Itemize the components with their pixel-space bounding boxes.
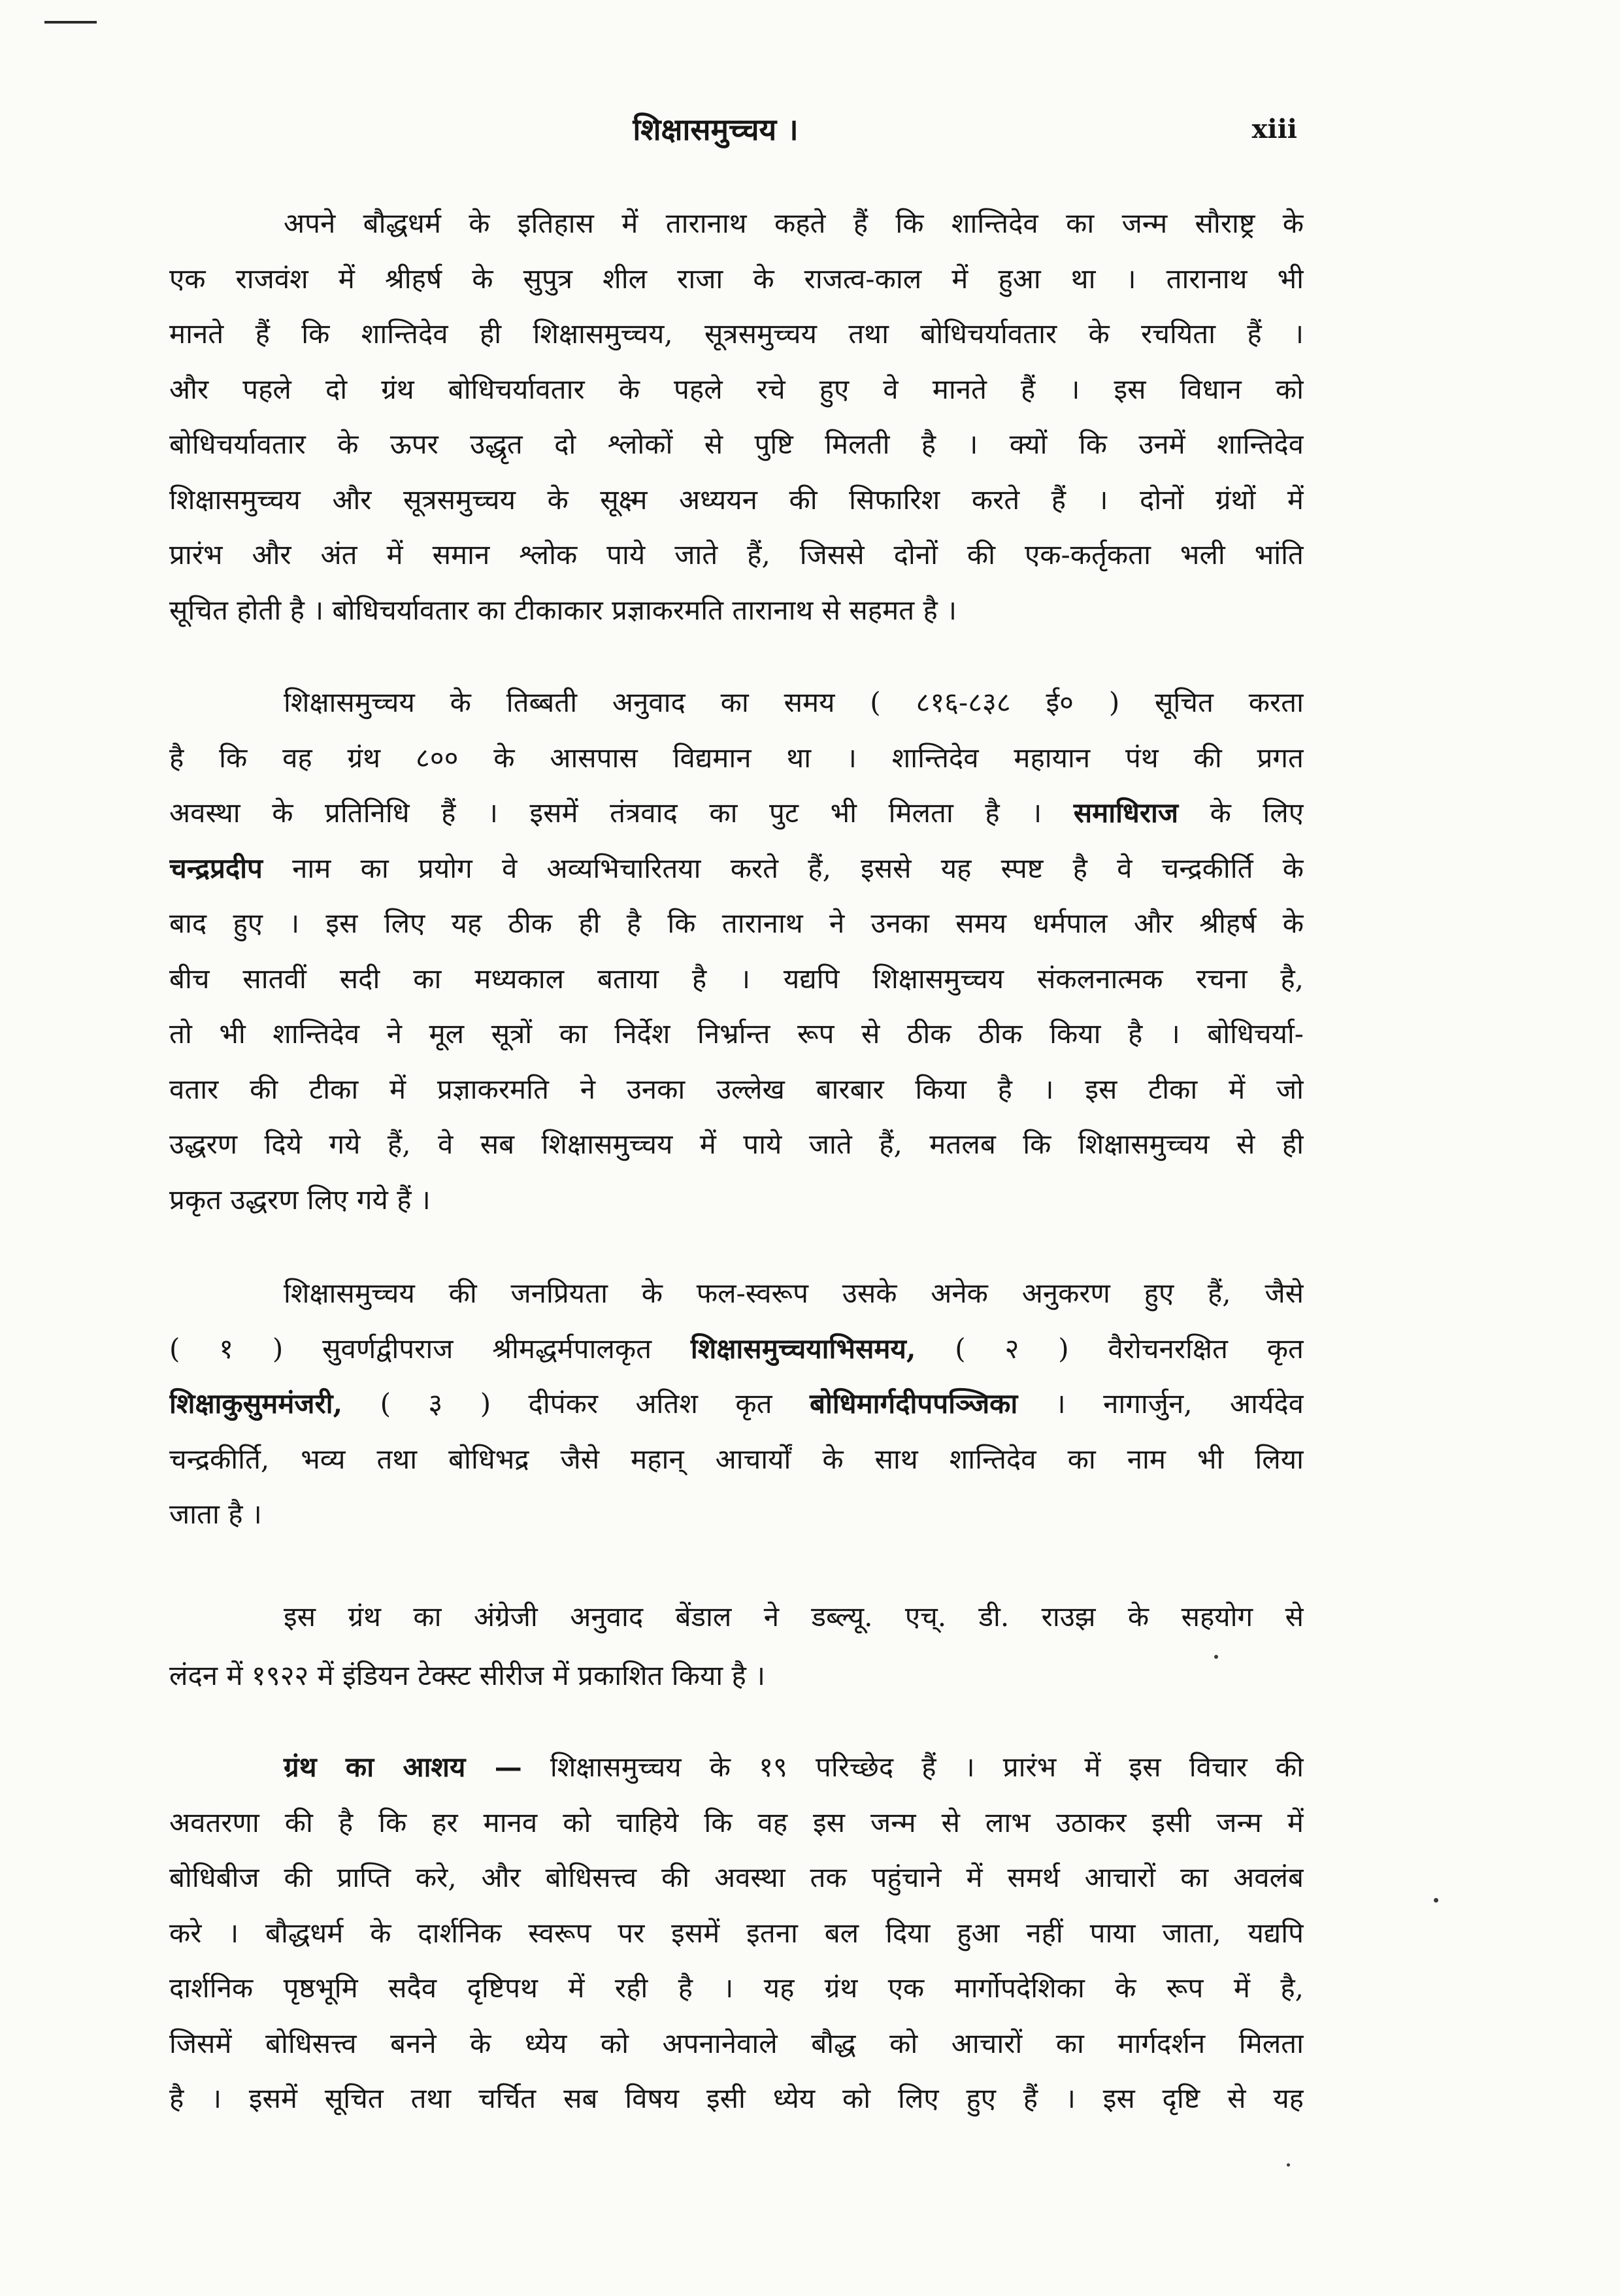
line-text: इस ग्रंथ का अंग्रेजी अनुवाद बेंडाल ने डब्ल्यू. एच्. डी. राउझ के सहयोग से bbox=[284, 1601, 1304, 1633]
line-text: सूचित होती है । बोधिचर्यावतार का टीकाकार प्रज्ञाकरमति तारानाथ से सहमत है । bbox=[169, 593, 957, 626]
text-line bbox=[169, 583, 1304, 639]
bold-term: शिक्षासमुच्चयाभिसमय, bbox=[690, 1332, 916, 1365]
text-line bbox=[169, 1376, 1304, 1432]
line-text: उद्धरण दिये गये हैं, वे सब शिक्षासमुच्चय में पाये जाते हैं, मतलब कि शिक्षासमुच्चय से ही bbox=[169, 1128, 1304, 1160]
line-text: एक राजवंश में श्रीहर्ष के सुपुत्र शील राजा के राजत्व-काल में हुआ था । तारानाथ भी bbox=[169, 262, 1304, 295]
text-line bbox=[169, 841, 1304, 897]
page-number: xiii bbox=[1251, 114, 1297, 144]
text-line bbox=[169, 1588, 1304, 1646]
line-text: और पहले दो ग्रंथ बोधिचर्यावतार के पहले रचे हुए वे मानते हैं । इस विधान को bbox=[169, 373, 1304, 405]
text-line bbox=[169, 1117, 1304, 1173]
text-line bbox=[169, 2071, 1304, 2127]
line-text: बोधिबीज की प्राप्ति करे, और बोधिसत्त्व की अवस्था तक पहुंचाने में समर्थ आचारों का अवलंब bbox=[169, 1861, 1304, 1893]
text-line bbox=[169, 527, 1304, 583]
bold-term: शिक्षाकुसुममंजरी, bbox=[169, 1388, 343, 1420]
line-text: । नागार्जुन, आर्यदेव bbox=[1017, 1388, 1304, 1420]
text-line bbox=[169, 1173, 1304, 1228]
text-line bbox=[169, 1795, 1304, 1851]
line-text: अवतरणा की है कि हर मानव को चाहिये कि वह इस जन्म से लाभ उठाकर इसी जन्म में bbox=[169, 1806, 1304, 1838]
line-text: प्रकृत उद्धरण लिए गये हैं । bbox=[169, 1183, 431, 1216]
text-line bbox=[169, 1007, 1304, 1062]
paragraph-imitations bbox=[169, 1266, 1304, 1542]
line-text: वतार की टीका में प्रज्ञाकरमति ने उनका उल्लेख बारबार किया है । इस टीका में जो bbox=[169, 1073, 1304, 1105]
text-line bbox=[169, 1062, 1304, 1118]
text-line bbox=[169, 417, 1304, 473]
text-line bbox=[169, 1961, 1304, 2016]
section-heading-inline: ग्रंथ का आशय — bbox=[284, 1751, 522, 1783]
text-line bbox=[169, 307, 1304, 362]
bold-term: समाधिराज bbox=[1073, 797, 1179, 829]
text-line bbox=[169, 1322, 1304, 1377]
line-text: अवस्था के प्रतिनिधि हैं । इसमें तंत्रवाद का पुट भी मिलता है । bbox=[169, 797, 1074, 829]
paragraph-purport bbox=[169, 1740, 1304, 2127]
bold-term: चन्द्रप्रदीप bbox=[169, 852, 263, 884]
bold-term: बोधिमार्गदीपपञ्जिका bbox=[810, 1388, 1018, 1420]
text-line bbox=[169, 1906, 1304, 1961]
line-text: है । इसमें सूचित तथा चर्चित सब विषय इसी ध्येय को लिए हुए हैं । इस दृष्टि से यह bbox=[169, 2082, 1304, 2114]
paragraph-authorship bbox=[169, 196, 1304, 638]
scan-speck bbox=[1434, 1898, 1438, 1903]
line-text: अपने बौद्धधर्म के इतिहास में तारानाथ कहते हैं कि शान्तिदेव का जन्म सौराष्ट्र के bbox=[284, 207, 1304, 239]
line-text: करे । बौद्धधर्म के दार्शनिक स्वरूप पर इसमें इतना बल दिया हुआ नहीं पाया जाता, यद्यपि bbox=[169, 1916, 1304, 1949]
text-line bbox=[169, 196, 1304, 252]
line-text: मानते हैं कि शान्तिदेव ही शिक्षासमुच्चय, सूत्रसमुच्चय तथा बोधिचर्यावतार के रचयिता हैं । bbox=[169, 318, 1304, 350]
text-line bbox=[169, 1487, 1304, 1542]
text-line bbox=[169, 362, 1304, 418]
line-text: ( २ ) वैरोचनरक्षित कृत bbox=[916, 1332, 1304, 1365]
text-line bbox=[169, 2016, 1304, 2072]
paragraph-translation bbox=[169, 1588, 1304, 1705]
line-text: ( १ ) सुवर्णद्वीपराज श्रीमद्धर्मपालकृत bbox=[169, 1332, 691, 1365]
paragraph-dating bbox=[169, 675, 1304, 1227]
line-text: चन्द्रकीर्ति, भव्य तथा बोधिभद्र जैसे महान् आचार्यों के साथ शान्तिदेव का नाम भी लिया bbox=[169, 1442, 1304, 1475]
line-text: जिसमें बोधिसत्त्व बनने के ध्येय को अपनानेवाले बौद्ध को आचारों का मार्गदर्शन मिलता bbox=[169, 2027, 1304, 2059]
line-text: प्रारंभ और अंत में समान श्लोक पाये जाते हैं, जिससे दोनों की एक-कर्तृकता भली भांति bbox=[169, 539, 1304, 571]
running-head-title: शिक्षासमुच्चय । bbox=[633, 112, 799, 147]
text-line bbox=[169, 731, 1304, 786]
scan-speck bbox=[1287, 2163, 1290, 2167]
text-line bbox=[169, 675, 1304, 731]
line-text: लंदन में १९२२ में इंडियन टेक्स्ट सीरीज में प्रकाशित किया है । bbox=[169, 1659, 766, 1691]
line-text: जाता है । bbox=[169, 1498, 262, 1530]
text-line bbox=[169, 1740, 1304, 1795]
text-line bbox=[169, 952, 1304, 1007]
text-line bbox=[169, 1266, 1304, 1322]
line-text: शिक्षासमुच्चय के १९ परिच्छेद हैं । प्रारंभ में इस विचार की bbox=[521, 1751, 1304, 1783]
line-text: शिक्षासमुच्चय की जनप्रियता के फल-स्वरूप उसके अनेक अनुकरण हुए हैं, जैसे bbox=[284, 1277, 1304, 1309]
line-text: बाद हुए । इस लिए यह ठीक ही है कि तारानाथ ने उनका समय धर्मपाल और श्रीहर्ष के bbox=[169, 907, 1304, 939]
text-line bbox=[169, 786, 1304, 841]
text-line bbox=[169, 1850, 1304, 1906]
line-text: बीच सातवीं सदी का मध्यकाल बताया है । यद्यपि शिक्षासमुच्चय संकलनात्मक रचना है, bbox=[169, 962, 1304, 995]
text-line bbox=[169, 896, 1304, 952]
line-text: ( ३ ) दीपंकर अतिश कृत bbox=[342, 1388, 810, 1420]
text-line bbox=[169, 1432, 1304, 1488]
line-text: के लिए bbox=[1178, 797, 1304, 829]
line-text: शिक्षासमुच्चय के तिब्बती अनुवाद का समय ( ८१६-८३८ ई० ) सूचित करता bbox=[284, 686, 1304, 718]
scan-edge-rule bbox=[44, 21, 97, 24]
line-text: नाम का प्रयोग वे अव्यभिचारितया करते हैं, इससे यह स्पष्ट है वे चन्द्रकीर्ति के bbox=[262, 852, 1304, 884]
text-line bbox=[169, 473, 1304, 528]
line-text: शिक्षासमुच्चय और सूत्रसमुच्चय के सूक्ष्म अध्ययन की सिफारिश करते हैं । दोनों ग्रंथों में bbox=[169, 483, 1304, 516]
text-line bbox=[169, 1646, 1304, 1705]
line-text: दार्शनिक पृष्ठभूमि सदैव दृष्टिपथ में रही है । यह ग्रंथ एक मार्गोपदेशिका के रूप में है, bbox=[169, 1972, 1304, 2004]
line-text: तो भी शान्तिदेव ने मूल सूत्रों का निर्देश निर्भ्रान्त रूप से ठीक ठीक किया है । बोधिचर्या- bbox=[169, 1018, 1304, 1050]
text-line bbox=[169, 252, 1304, 307]
line-text: है कि वह ग्रंथ ८०० के आसपास विद्यमान था । शान्तिदेव महायान पंथ की प्रगत bbox=[169, 741, 1304, 774]
line-text: बोधिचर्यावतार के ऊपर उद्धृत दो श्लोकों से पुष्टि मिलती है । क्यों कि उनमें शान्तिदेव bbox=[169, 428, 1304, 460]
